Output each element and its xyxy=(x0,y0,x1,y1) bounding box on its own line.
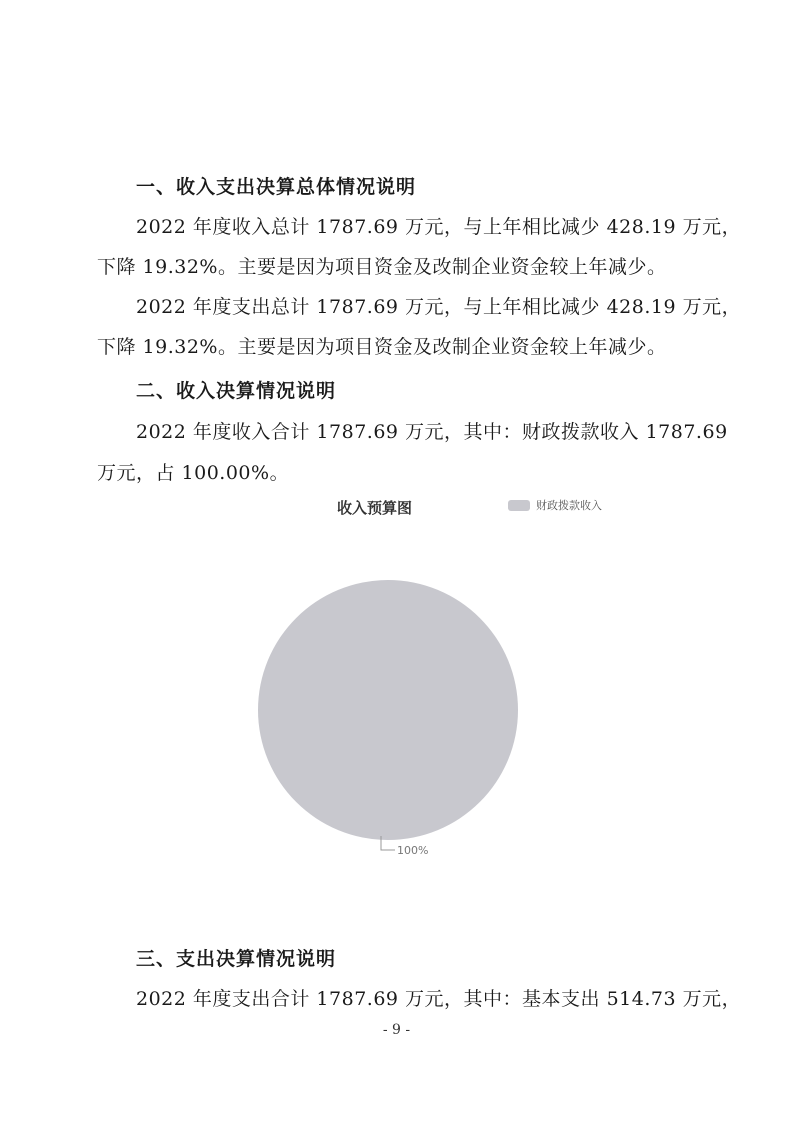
section1-para2-line2: 下降 19.32%。主要是因为项目资金及改制企业资金较上年减少。 xyxy=(97,336,667,358)
section1-para1-line1: 2022 年度收入总计 1787.69 万元，与上年相比减少 428.19 万元， xyxy=(136,216,742,238)
chart-legend[interactable] xyxy=(508,497,602,513)
legend-swatch xyxy=(508,500,530,511)
chart-title: 收入预算图 xyxy=(337,499,413,517)
section1-para1-line2: 下降 19.32%。主要是因为项目资金及改制企业资金较上年减少。 xyxy=(97,256,667,278)
pie-chart xyxy=(240,570,540,870)
section3-heading: 三、支出决算情况说明 xyxy=(136,948,337,970)
section1-para2-line1: 2022 年度支出总计 1787.69 万元，与上年相比减少 428.19 万元， xyxy=(136,296,742,318)
section1-heading: 一、收入支出决算总体情况说明 xyxy=(136,176,417,198)
data-label-0: 100% xyxy=(397,844,429,857)
section3-para-line1: 2022 年度支出合计 1787.69 万元，其中：基本支出 514.73 万元， xyxy=(136,988,742,1010)
page-number: - 9 - xyxy=(382,1022,411,1038)
section2-para-line2: 万元，占 100.00%。 xyxy=(97,462,290,484)
pie-slice-0[interactable] xyxy=(258,580,518,840)
section2-para-line1: 2022 年度收入合计 1787.69 万元，其中：财政拨款收入 1787.69 xyxy=(136,421,728,443)
section2-heading: 二、收入决算情况说明 xyxy=(136,380,337,402)
legend-label: 财政拨款收入 xyxy=(536,499,602,512)
